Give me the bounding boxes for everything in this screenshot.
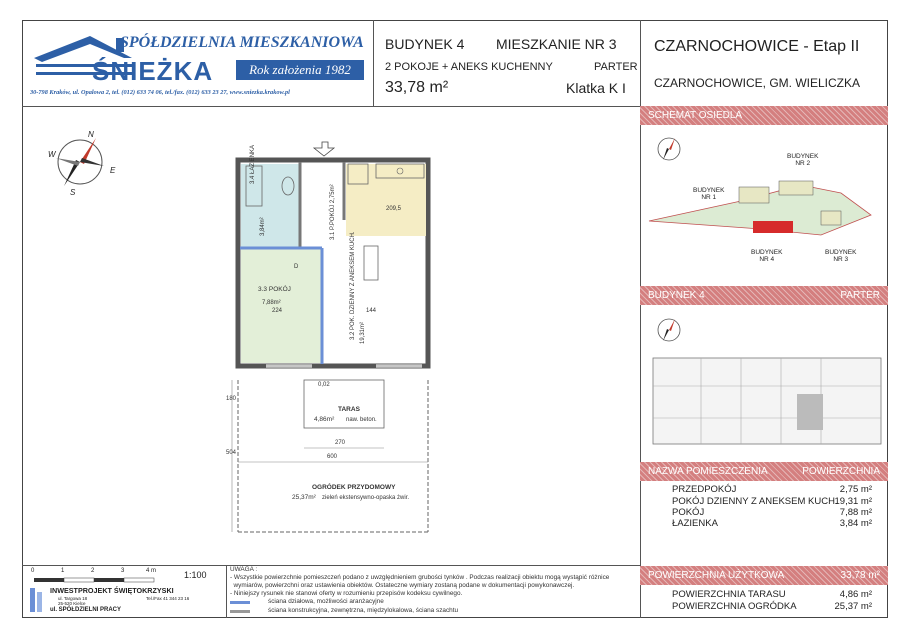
room-row-name: POKÓJ DZIENNY Z ANEKSEM KUCH.	[672, 496, 838, 507]
footer-divider	[22, 565, 640, 566]
compass-e: E	[110, 166, 116, 175]
scale-tick-2: 2	[91, 568, 95, 574]
room-row-area: 3,84 m²	[839, 518, 872, 529]
garden-material: zieleń ekstensywno-opaska żwir.	[322, 495, 410, 501]
extra-row	[672, 589, 872, 600]
notes-line: - Wszystkie powierzchnie pomieszczeń podano z uwzględnieniem grubości tynków . Podczas realizacji obiektu mogą wystąpić różnice	[230, 574, 610, 581]
designer-addr2: 25-520 Kielce	[58, 601, 86, 606]
terrace-name: TARAS	[338, 406, 360, 413]
legend-swatch-partition	[230, 601, 250, 604]
legend-label: ściana działowa, możliwości aranżacyjne	[268, 598, 384, 605]
living-width: 144	[366, 308, 377, 314]
settlement-b3	[825, 249, 856, 263]
garden-area: 25,37m²	[292, 494, 316, 501]
hall-num: 3.1	[330, 231, 336, 240]
living-name: POK. DZIENNY Z ANEKSEM KUCH.	[350, 231, 356, 330]
extra-row-name: POWIERZCHNIA OGRÓDKA	[672, 601, 797, 612]
settlement-b1-line2: NR 1	[701, 194, 717, 201]
floor-label: PARTER	[594, 61, 638, 73]
garden-name: OGRÓDEK PRZYDOMOWY	[312, 484, 396, 491]
kitchen-width: 209,5	[386, 206, 402, 212]
settlement-b4	[751, 249, 782, 263]
project-location: CZARNOCHOWICE, GM. WIELICZKA	[654, 76, 861, 90]
garden-width: 600	[327, 454, 338, 460]
notes-line: - Niniejszy rysunek nie stanowi oferty w rozumieniu przepisów kodeksu cywilnego.	[230, 590, 463, 597]
designer-name: INWESTPROJEKT ŚWIĘTOKRZYSKI	[50, 586, 174, 595]
room-num: 3.3	[258, 286, 268, 293]
extra-row	[672, 601, 872, 612]
usable-area-label: POWIERZCHNIA UŻYTKOWA	[648, 570, 785, 581]
settlement-scheme	[641, 125, 888, 285]
hall-area: 2,75m²	[330, 184, 336, 204]
designer-phone: Tel./Fax 41 344 23 16	[146, 596, 190, 601]
bathroom-name: ŁAZIENKA	[250, 144, 256, 174]
settlement-b2-line2: NR 2	[795, 160, 811, 167]
designer-block	[28, 586, 224, 616]
bathroom-label	[250, 145, 256, 184]
room-label	[258, 286, 291, 293]
scale-tick-0: 0	[31, 568, 35, 574]
extra-row-area: 25,37 m²	[834, 601, 872, 612]
settlement-b3-line1: BUDYNEK	[825, 249, 857, 256]
door-marker: D	[294, 264, 299, 270]
apartment-area: 33,78 m²	[385, 79, 449, 96]
cooperative-address: 30-798 Kraków, ul. Opalowa 2, tel. (012) 633 74 06, tel./fax. (012) 633 23 27, www.sniezka.krakow.pl	[30, 89, 290, 96]
scale-tick-3: 3	[121, 568, 125, 574]
compass-s: S	[70, 188, 76, 197]
apartment-title: MIESZKANIE NR 3	[496, 36, 617, 52]
cooperative-name: SPÓŁDZIELNIA MIESZKANIOWA	[120, 34, 364, 51]
settlement-b4-line2: NR 4	[759, 256, 775, 263]
founded-badge: Rok założenia 1982	[236, 60, 364, 80]
living-area: 19,31m²	[360, 321, 366, 344]
rooms-table-header	[640, 462, 888, 481]
settlement-band-label: SCHEMAT OSIEDLA	[648, 110, 743, 121]
rooms-header-name: NAZWA POMIESZCZENIA	[648, 466, 768, 477]
room-row	[672, 484, 872, 495]
header-divider-1	[373, 20, 374, 106]
building-plan-drawing	[641, 306, 888, 462]
terrace-width: 270	[335, 440, 346, 446]
compass-rose	[44, 128, 120, 198]
building-floor-plan	[641, 306, 888, 462]
room-name: POKÓJ	[268, 286, 291, 293]
cooperative-brand: ŚNIEŻKA	[92, 56, 214, 86]
scale-bar	[28, 568, 224, 584]
room-row	[672, 496, 872, 507]
scale-tick-4: 4 m	[146, 568, 157, 574]
legend-swatch-structural	[230, 610, 250, 613]
compass-w: W	[48, 150, 56, 159]
room-row-area: 7,88 m²	[839, 507, 872, 518]
settlement-b1-line1: BUDYNEK	[693, 187, 725, 194]
settlement-b3-line2: NR 3	[833, 256, 849, 263]
settlement-b2	[787, 153, 818, 167]
room-row-name: PRZEDPOKÓJ	[672, 484, 737, 495]
designer-addr1: ul. Targowa 18	[58, 596, 88, 601]
building-band	[640, 286, 888, 305]
settlement-b4-line1: BUDYNEK	[751, 249, 783, 256]
hall-name: P.POKÓJ	[330, 204, 336, 230]
extra-row-area: 4,86 m²	[839, 589, 872, 600]
building-band-label: BUDYNEK 4	[648, 290, 705, 301]
bathroom-area: 3,84m²	[260, 217, 266, 236]
settlement-b1	[693, 187, 724, 201]
footer-divider-v	[226, 565, 227, 618]
extra-row-name: POWIERZCHNIA TARASU	[672, 589, 786, 600]
designer-street: ul. SPÓŁDZIELNI PRACY	[50, 607, 122, 613]
room-row	[672, 518, 872, 529]
compass-n: N	[88, 130, 94, 139]
room-area: 7,88m²	[262, 300, 281, 306]
terrace-depth: 180	[226, 396, 237, 402]
hall-label	[330, 184, 336, 240]
room-row-area: 2,75 m²	[839, 484, 872, 495]
usable-area-band	[640, 566, 888, 585]
room-row-area: 19,31 m²	[834, 496, 872, 507]
settlement-band	[640, 106, 888, 125]
designer-logo-icon	[30, 588, 46, 612]
building-title: BUDYNEK 4	[385, 36, 465, 52]
notes-title: UWAGA :	[230, 566, 258, 573]
rooms-summary: 2 POKOJE + ANEKS KUCHENNY	[385, 61, 553, 73]
room-row	[672, 507, 872, 518]
floor-plan	[226, 140, 446, 550]
bathroom-num: 3.4	[250, 175, 256, 184]
cooperative-logo	[28, 26, 368, 102]
project-title: CZARNOCHOWICE - Etap II	[654, 38, 860, 55]
living-label	[350, 231, 356, 340]
terrace-material: naw. beton.	[346, 417, 377, 423]
scale-ratio: 1:100	[184, 570, 207, 580]
compass-icon	[44, 128, 120, 198]
rooms-header-area: POWIERZCHNIA	[802, 466, 880, 477]
notes-line: wymiarów, powierzchni oraz ustawienia obiektów. Ostateczne wymiary zostaną podane w dokumentacji powykonawczej.	[230, 582, 575, 589]
total-depth: 504	[226, 450, 237, 456]
settlement-b2-line1: BUDYNEK	[787, 153, 819, 160]
room-row-name: ŁAZIENKA	[672, 518, 718, 529]
legend-label: ściana konstrukcyjna, zewnętrzna, międzylokalowa, ściana szachtu	[268, 607, 459, 614]
living-num: 3.2	[350, 331, 356, 340]
room-width: 224	[272, 308, 283, 314]
building-band-floor: PARTER	[840, 290, 880, 301]
floor-level: 0,02	[318, 382, 330, 388]
usable-area-value: 33,78 m²	[840, 570, 880, 581]
room-row-name: POKÓJ	[672, 507, 705, 518]
terrace-area: 4,86m²	[314, 416, 335, 423]
staircase-label: Klatka K I	[566, 80, 626, 96]
scale-tick-1: 1	[61, 568, 65, 574]
